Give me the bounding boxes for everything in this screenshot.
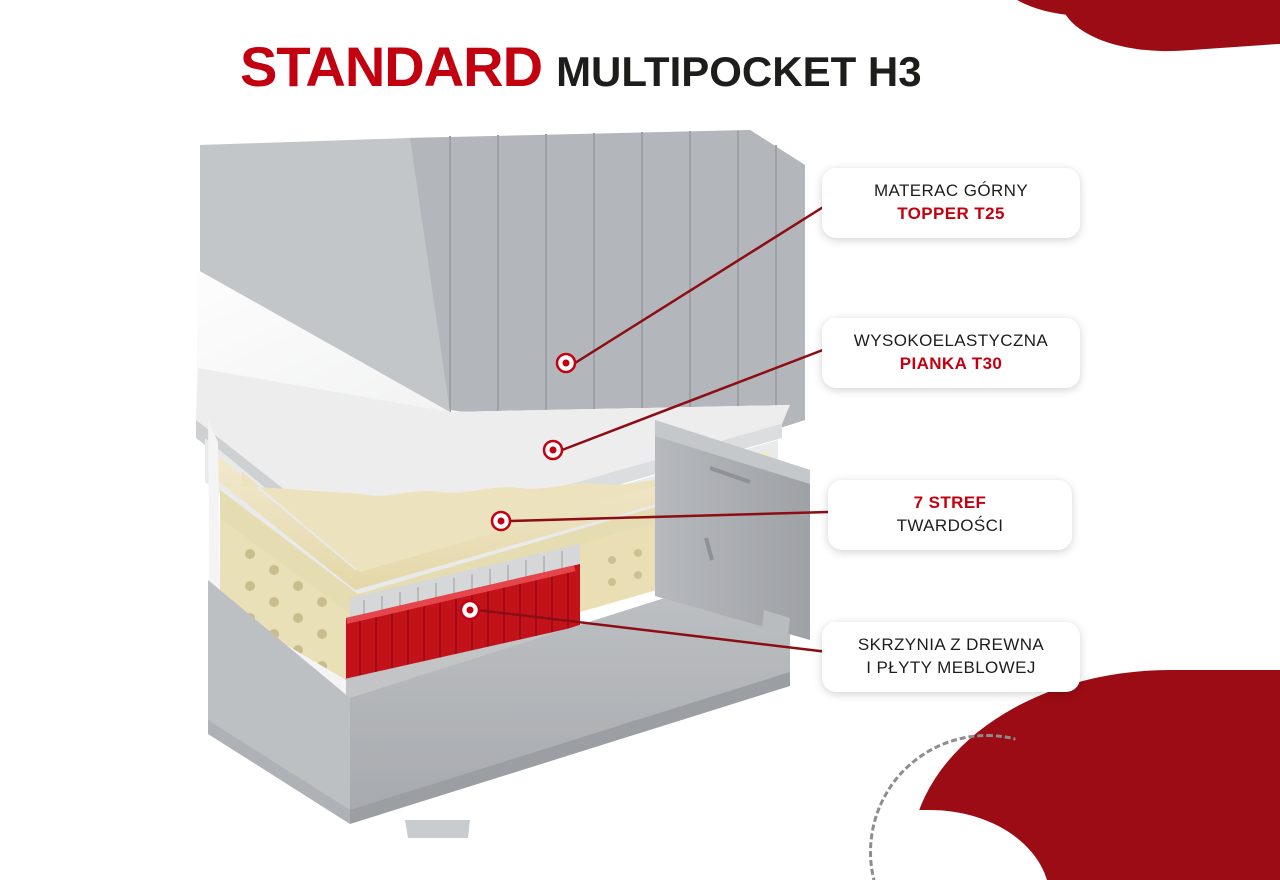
decorative-swoosh-top-secondary (988, 0, 1132, 21)
callout-foam-line1: WYSOKOELASTYCZNA (853, 331, 1049, 350)
page-title (240, 34, 922, 99)
callout-zones (828, 480, 1072, 550)
callout-box-line2: I PŁYTY MEBLOWEJ (866, 657, 1036, 677)
callout-zones-line1: 7 STREF (913, 493, 987, 512)
title-sub: MULTIPOCKET H3 (556, 48, 922, 95)
bed-cutaway-illustration (150, 120, 850, 860)
callout-topper-line1: MATERAC GÓRNY (873, 181, 1029, 200)
callout-topper (822, 168, 1080, 238)
callout-zones-line2: TWARDOŚCI (896, 515, 1004, 535)
callout-foam (822, 318, 1080, 388)
callout-box (822, 622, 1080, 692)
title-main: STANDARD (240, 35, 543, 98)
callout-foam-line2: PIANKA T30 (899, 353, 1003, 373)
callout-topper-line2: TOPPER T25 (897, 203, 1005, 223)
callout-box-line1: SKRZYNIA Z DREWNA (857, 635, 1045, 654)
